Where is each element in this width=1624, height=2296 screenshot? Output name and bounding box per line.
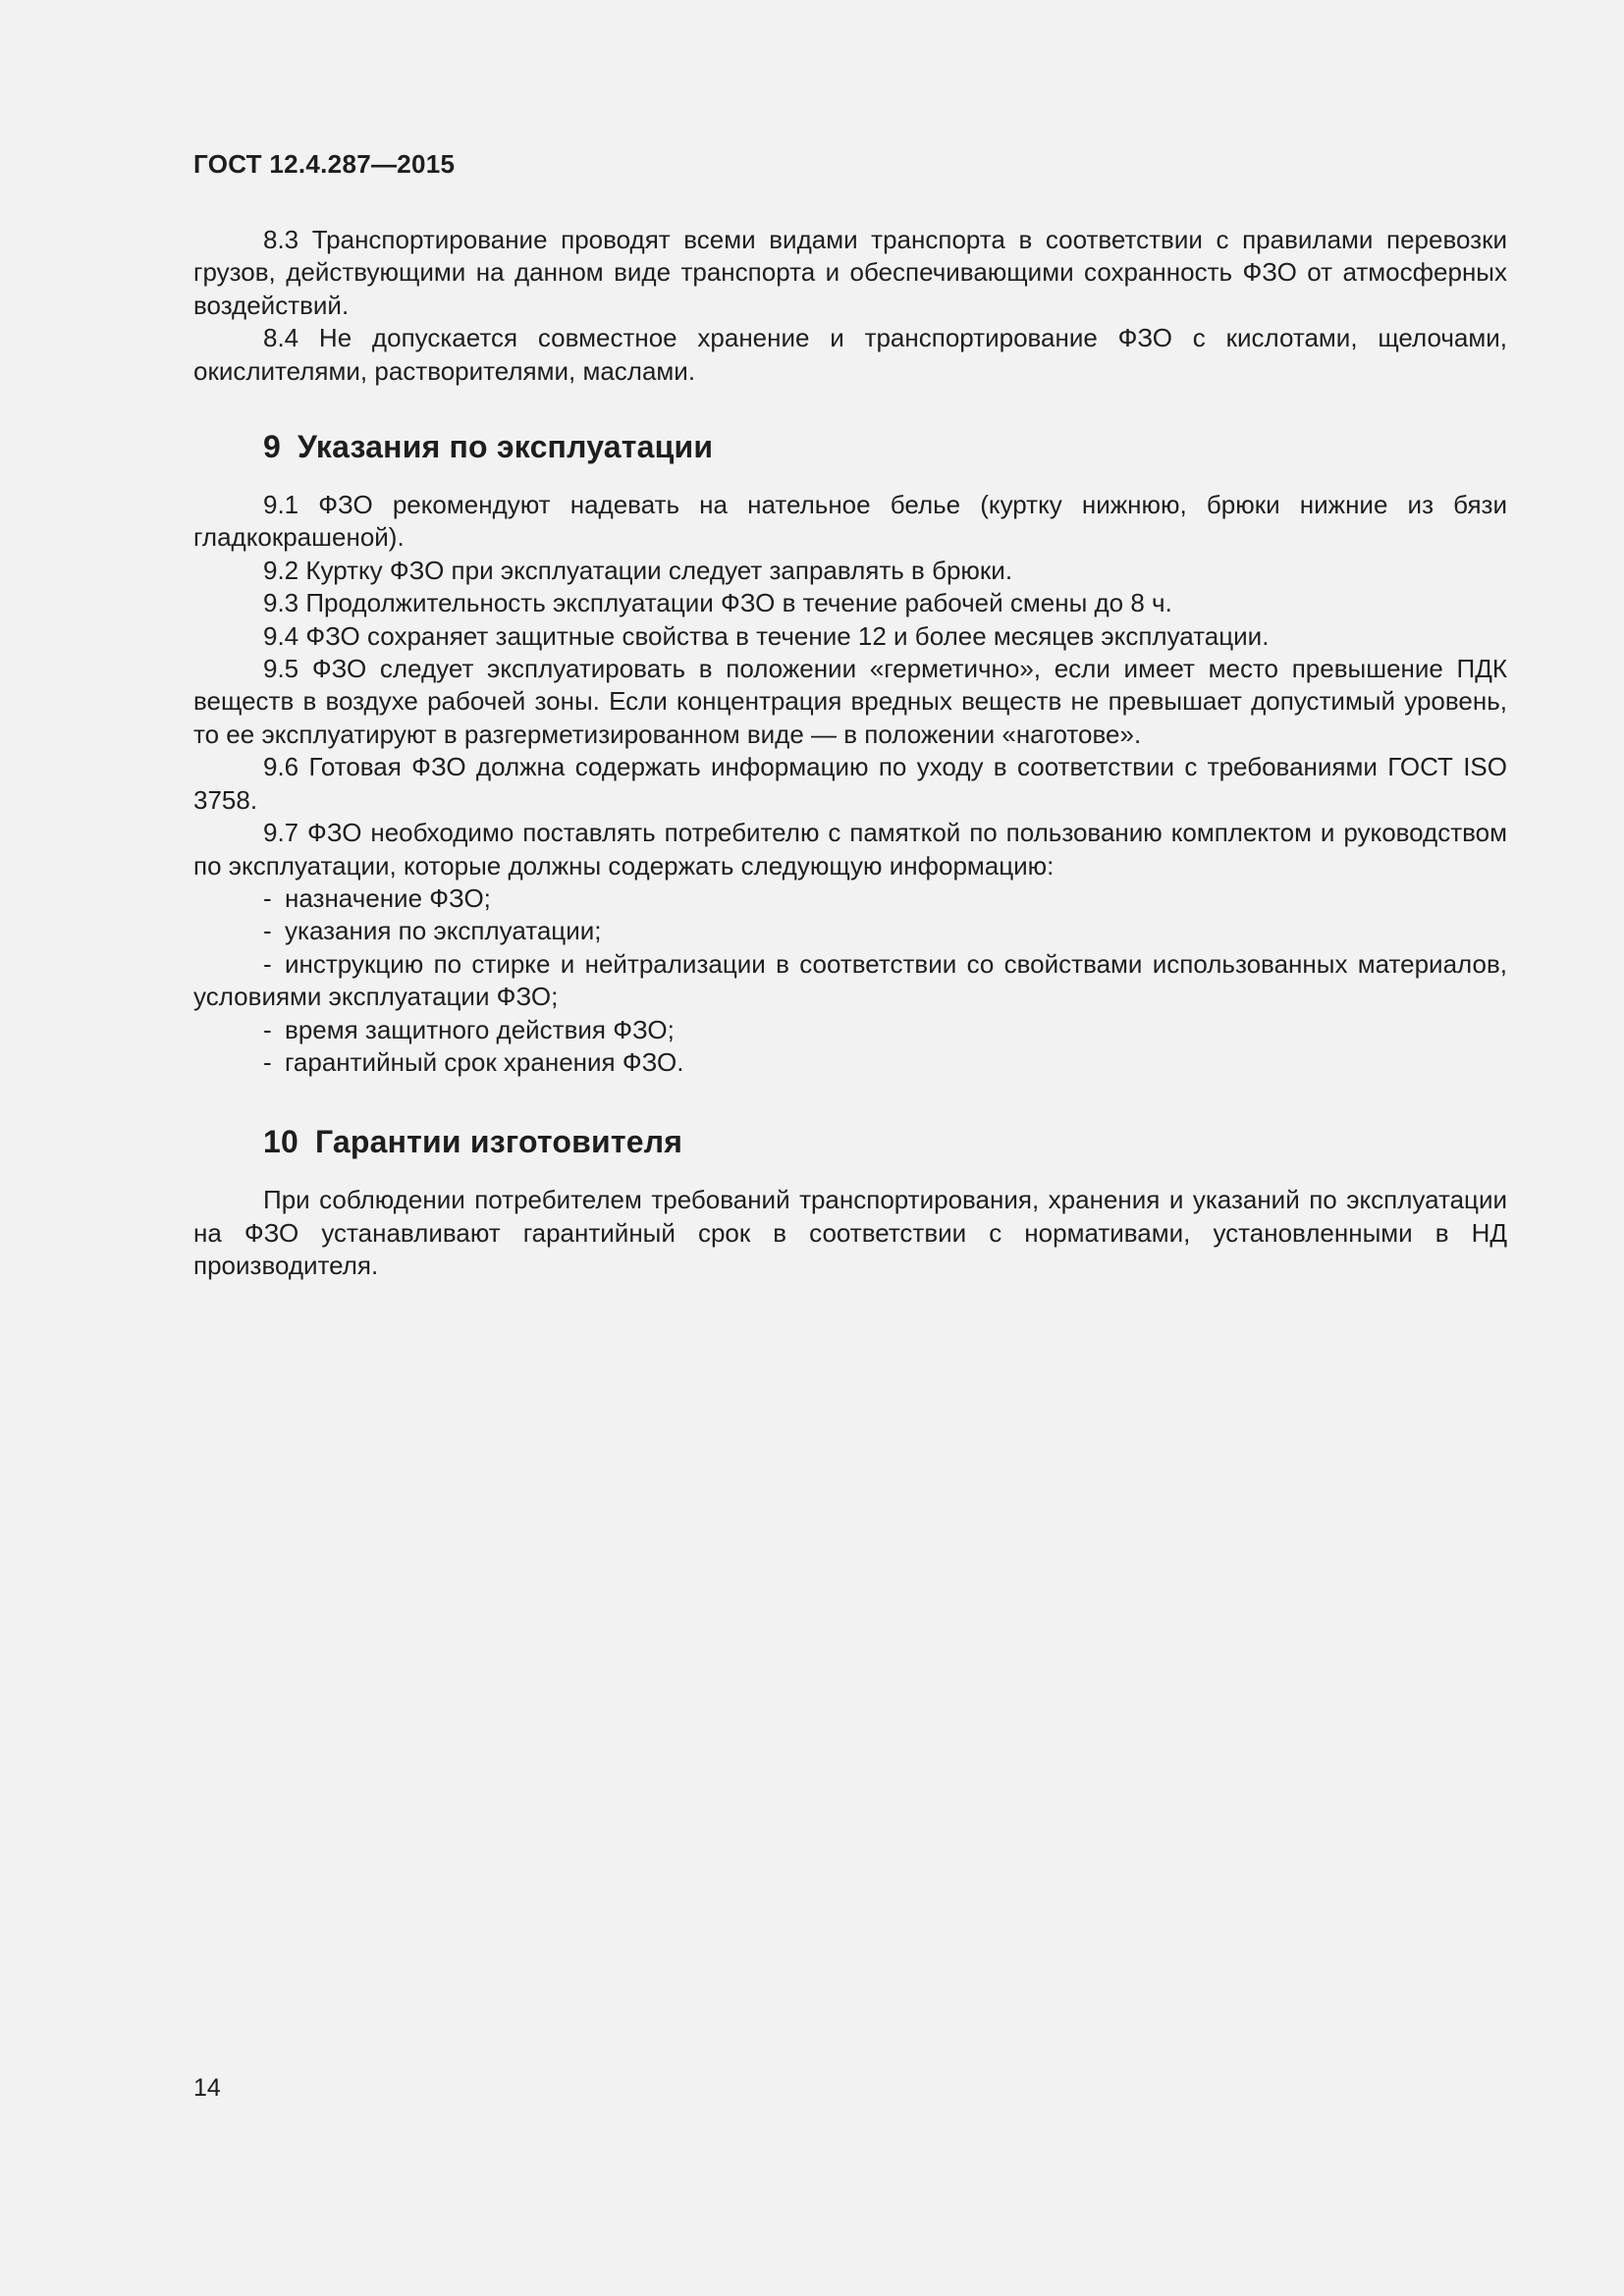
document-body — [193, 224, 1507, 1283]
list-item — [193, 882, 1507, 915]
section-9-title: Указания по эксплуатации — [298, 429, 714, 465]
paragraph-8-4: 8.4 Не допускается совместное хранение и транспортирование ФЗО с кислотами, щелочами, окислителями, растворителями, маслами. — [193, 323, 1507, 386]
paragraph-9-2: 9.2 Куртку ФЗО при эксплуатации следует заправлять в брюки. — [263, 555, 1013, 585]
paragraph-9-1: 9.1 ФЗО рекомендуют надевать на нательное белье (куртку нижнюю, брюки нижние из бязи гладкокрашеной). — [193, 490, 1507, 553]
list-dash: - — [263, 882, 272, 913]
list-item-text: инструкцию по стирке и нейтрализации в соответствии со свойствами использованных материалов, условиями эксплуатации ФЗО; — [193, 948, 1507, 1012]
section-9-heading — [193, 427, 1507, 466]
paragraph-8-3: 8.3 Транспортирование проводят всеми видами транспорта в соответствии с правилами перевозки грузов, действующими на данном виде транспорта и обеспечивающими сохранность ФЗО от атмосферных воздействий. — [193, 225, 1507, 320]
page-number: 14 — [193, 2074, 221, 2102]
section-10-title: Гарантии изготовителя — [315, 1124, 683, 1160]
list-item-text: указания по эксплуатации; — [285, 916, 602, 946]
document-code-header: ГОСТ 12.4.287—2015 — [193, 149, 456, 179]
paragraph-9-6: 9.6 Готовая ФЗО должна содержать информацию по уходу в соответствии с требованиями ГОСТ ISO 3758. — [193, 752, 1507, 815]
section-10-heading — [193, 1122, 1507, 1161]
list-item-text: время защитного действия ФЗО; — [285, 1014, 675, 1044]
section-10-number: 10 — [263, 1124, 298, 1160]
list-dash: - — [263, 1014, 272, 1044]
list-dash: - — [263, 916, 272, 946]
list-item-text: гарантийный срок хранения ФЗО. — [285, 1046, 684, 1077]
paragraph-9-7: 9.7 ФЗО необходимо поставлять потребителю с памяткой по пользованию комплектом и руководством по эксплуатации, которые должны содержать следующую информацию: — [193, 818, 1507, 881]
paragraph-10: При соблюдении потребителем требований транспортирования, хранения и указаний по эксплуатации на ФЗО устанавливают гарантийный срок в соответствии с нормативами, установленными в НД производителя. — [193, 1185, 1507, 1281]
list-item — [193, 915, 1507, 947]
list-item — [193, 948, 1507, 1014]
paragraph-9-3: 9.3 Продолжительность эксплуатации ФЗО в течение рабочей смены до 8 ч. — [263, 588, 1172, 618]
paragraph-9-4: 9.4 ФЗО сохраняет защитные свойства в течение 12 и более месяцев эксплуатации. — [263, 620, 1270, 651]
list-dash: - — [263, 1046, 272, 1077]
list-item-text: назначение ФЗО; — [285, 882, 491, 913]
list-item — [193, 1046, 1507, 1079]
section-9-number: 9 — [263, 429, 281, 465]
paragraph-9-5: 9.5 ФЗО следует эксплуатировать в положении «герметично», если имеет место превышение ПДК веществ в воздухе рабочей зоны. Если концентрация вредных веществ не превышает допустимый уровень, то ее эксплуатируют в разгерметизированном виде — в положении «наготове». — [193, 654, 1507, 749]
list-item — [193, 1014, 1507, 1046]
list-dash: - — [263, 948, 272, 979]
